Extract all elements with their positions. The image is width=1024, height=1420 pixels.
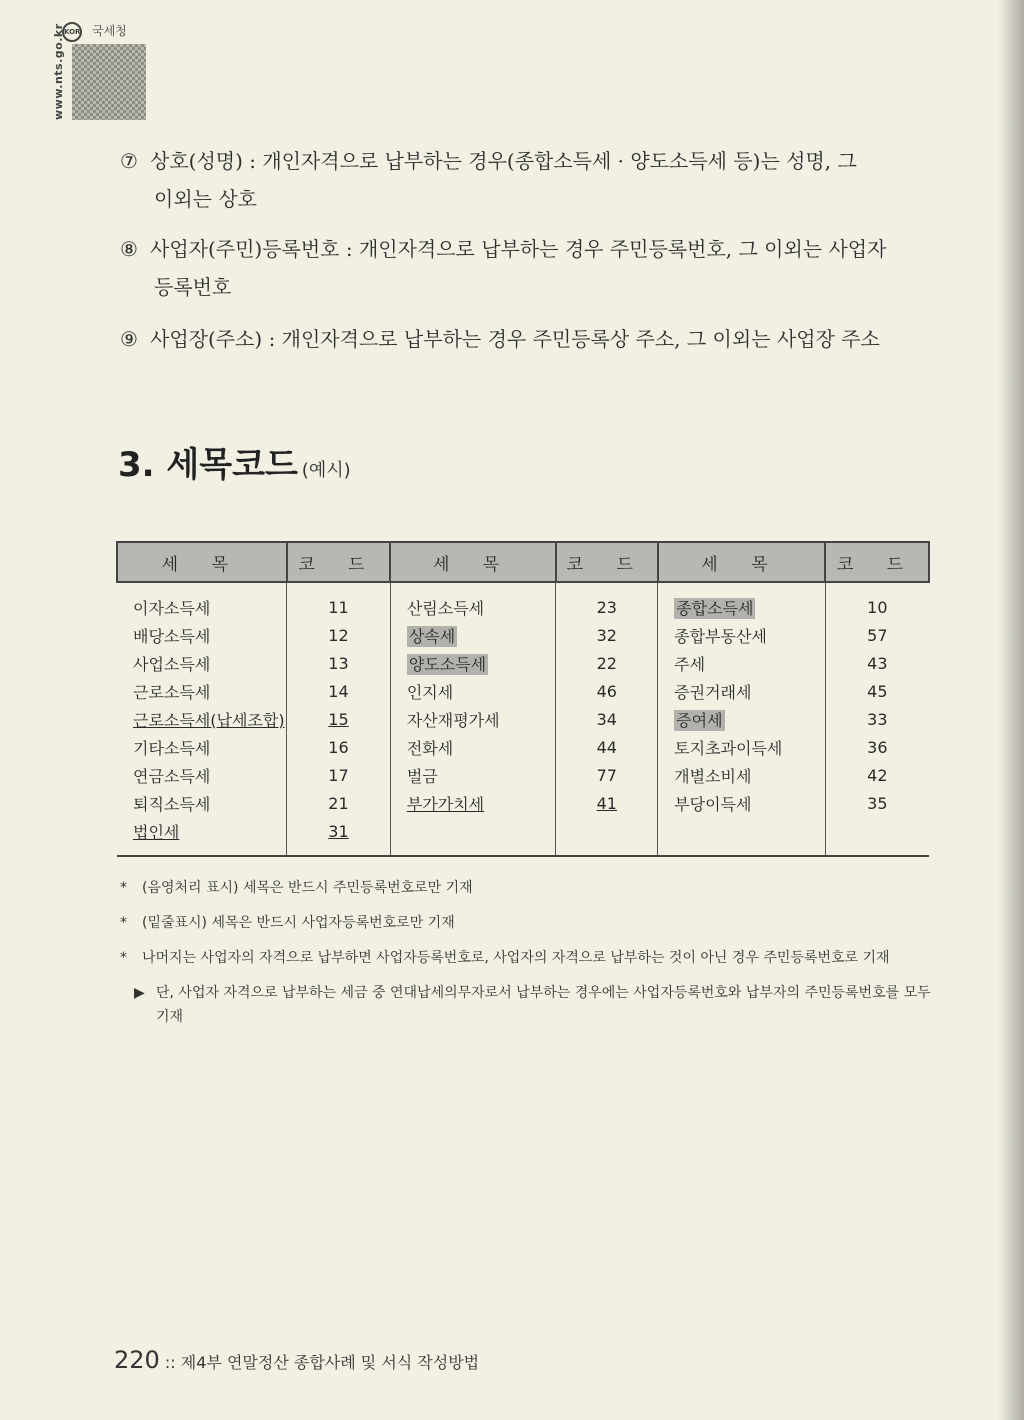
tax-name-cell [117,582,287,621]
tax-name-cell [390,705,556,733]
column-header: 코 드 [287,542,391,582]
tax-name: 연금소득세 [133,766,211,786]
item-text: 상호(성명) : 개인자격으로 납부하는 경우(종합소득세 · 양도소득세 등)는 성명, 그 [150,149,857,173]
tax-code: 16 [328,737,349,757]
tax-code: 43 [867,653,888,673]
tax-code-cell [556,733,658,761]
tax-code: 35 [867,793,888,813]
tax-name-cell [658,649,826,677]
qr-code-icon [72,44,146,120]
tax-code-table [116,541,930,857]
page-footer [114,1346,479,1374]
tax-code: 11 [328,597,349,617]
table-row [117,761,929,789]
tax-name-cell [390,677,556,705]
tax-name: 개별소비세 [674,766,752,786]
page-number: 220 [114,1346,160,1374]
note-underlined [120,911,932,935]
triangle-bullet-icon: ▶ [134,985,145,1001]
note-rest [120,946,932,970]
tax-code-cell [556,649,658,677]
tax-code-cell [556,677,658,705]
tax-name-cell [390,789,556,817]
tax-code: 32 [596,625,617,645]
tax-code: 33 [867,709,888,729]
item-number: ⑧ [120,237,138,261]
section-heading: 3. 세목코드 [118,445,298,485]
tax-code-cell [556,761,658,789]
tax-name-cell [117,677,287,705]
tax-name-cell [117,789,287,817]
table-row [117,649,929,677]
note-exception [120,981,932,1029]
tax-name-cell [658,789,826,817]
table-row [117,817,929,856]
tax-name: 퇴직소득세 [133,794,211,814]
asterisk-icon: * [120,950,127,966]
table-row [117,677,929,705]
column-header: 코 드 [825,542,929,582]
tax-name: 인지세 [406,682,454,702]
tax-code: 10 [867,597,888,617]
item-8 [120,230,940,306]
tax-name: 배당소득세 [133,626,211,646]
tax-code-cell [287,705,391,733]
tax-code: 23 [596,597,617,617]
tax-name-cell [658,677,826,705]
tax-code-cell [287,649,391,677]
item-7 [120,142,940,218]
tax-name-cell [117,817,287,856]
column-header: 코 드 [556,542,658,582]
tax-code-cell [287,761,391,789]
tax-code: 13 [328,653,349,673]
tax-code: 77 [596,765,617,785]
tax-code: 34 [596,709,617,729]
asterisk-icon: * [120,880,127,896]
tax-code-cell [825,677,929,705]
tax-code-cell [287,733,391,761]
tax-code-cell [825,733,929,761]
tax-name: 전화세 [406,738,454,758]
tax-code: 45 [867,681,888,701]
tax-code: 15 [328,709,349,729]
tax-name: 종합소득세 [676,598,754,618]
tax-code-cell [825,789,929,817]
tax-code: 44 [596,737,617,757]
tax-name-cell [117,733,287,761]
table-row [117,705,929,733]
tax-code-cell [556,817,658,856]
asterisk-icon: * [120,915,127,931]
tax-name-cell [658,761,826,789]
tax-code: 31 [328,821,349,841]
notes [120,876,932,1040]
tax-code: 46 [596,681,617,701]
tax-name-cell [658,705,826,733]
tax-name: 근로소득세(납세조합) [133,710,285,730]
column-header: 세 목 [658,542,826,582]
tax-name: 증여세 [676,710,723,730]
tax-code-cell [825,817,929,856]
tax-name: 토지초과이득세 [674,738,783,758]
tax-name-cell [658,582,826,621]
tax-name-cell [390,582,556,621]
tax-code: 12 [328,625,349,645]
item-text: 사업자(주민)등록번호 : 개인자격으로 납부하는 경우 주민등록번호, 그 이외는 사업자 [150,237,887,261]
tax-name-cell [390,621,556,649]
tax-name-cell [390,817,556,856]
tax-code-cell [556,705,658,733]
section-title [118,437,351,486]
tax-name: 기타소득세 [133,738,211,758]
tax-name-cell [658,621,826,649]
table-header-row [117,542,929,582]
tax-name-cell [117,705,287,733]
tax-code-cell [287,677,391,705]
table-row [117,582,929,621]
column-header: 세 목 [390,542,556,582]
note-shaded [120,876,932,900]
tax-name: 증권거래세 [674,682,752,702]
page-edge-shadow [998,0,1024,1420]
table-row [117,621,929,649]
tax-name-cell [658,817,826,856]
item-number: ⑦ [120,149,138,173]
tax-name: 근로소득세 [133,682,211,702]
note-text: (밑줄표시) 세목은 반드시 사업자등록번호로만 기재 [142,915,455,931]
tax-code: 21 [328,793,349,813]
tax-code: 42 [867,765,888,785]
tax-name: 부가가치세 [406,794,485,814]
note-text: 나머지는 사업자의 자격으로 납부하면 사업자등록번호로, 사업자의 자격으로 납부하는 것이 아닌 경우 주민등록번호로 기재 [142,950,890,966]
agency-name: 국세청 [92,24,127,38]
tax-name-cell [390,761,556,789]
tax-code: 36 [867,737,888,757]
tax-code-cell [825,621,929,649]
kor-logo-icon: KOR [62,22,82,42]
tax-name: 양도소득세 [408,654,487,674]
tax-name: 벌금 [406,766,438,786]
section-subheading: (예시) [301,460,351,481]
tax-name: 주세 [674,654,706,674]
tax-code-cell [287,789,391,817]
tax-name: 상속세 [408,626,456,646]
tax-code-cell [825,649,929,677]
tax-code: 14 [328,681,349,701]
tax-name: 법인세 [133,822,180,842]
tax-code-cell [556,789,658,817]
tax-code-cell [556,582,658,621]
tax-code-cell [287,621,391,649]
tax-name: 자산재평가세 [406,710,500,730]
footer-text: :: 제4부 연말정산 종합사례 및 서식 작성방법 [164,1353,480,1372]
tax-name: 사업소득세 [133,654,211,674]
tax-code: 57 [867,625,888,645]
tax-name-cell [658,733,826,761]
tax-code-cell [556,621,658,649]
table-row [117,733,929,761]
tax-name: 종합부동산세 [674,626,767,646]
item-number: ⑨ [120,327,138,351]
tax-code-cell [287,582,391,621]
tax-code: 17 [328,765,349,785]
tax-name-cell [390,733,556,761]
item-9 [120,320,940,358]
tax-name-cell [117,761,287,789]
tax-code-cell [287,817,391,856]
tax-code-cell [825,761,929,789]
item-text-continued: 등록번호 [154,275,232,299]
note-text: 단, 사업자 자격으로 납부하는 세금 중 연대납세의무자로서 납부하는 경우에는 사업자등록번호와 납부자의 주민등록번호를 모두 기재 [156,985,931,1025]
tax-name: 부당이득세 [674,794,752,814]
table-row [117,789,929,817]
tax-name: 이자소득세 [133,598,211,618]
tax-code-cell [825,582,929,621]
tax-name-cell [390,649,556,677]
tax-code: 41 [596,793,617,813]
item-text: 사업장(주소) : 개인자격으로 납부하는 경우 주민등록상 주소, 그 이외는 사업장 주소 [150,327,880,351]
tax-name-cell [117,649,287,677]
item-text-continued: 이외는 상호 [154,187,257,211]
column-header: 세 목 [117,542,287,582]
tax-code-cell [825,705,929,733]
note-text: (음영처리 표시) 세목은 반드시 주민등록번호로만 기재 [142,880,473,896]
tax-code: 22 [596,653,617,673]
site-url: www.nts.go.kr [52,23,65,120]
tax-name: 산림소득세 [406,598,485,618]
tax-name-cell [117,621,287,649]
